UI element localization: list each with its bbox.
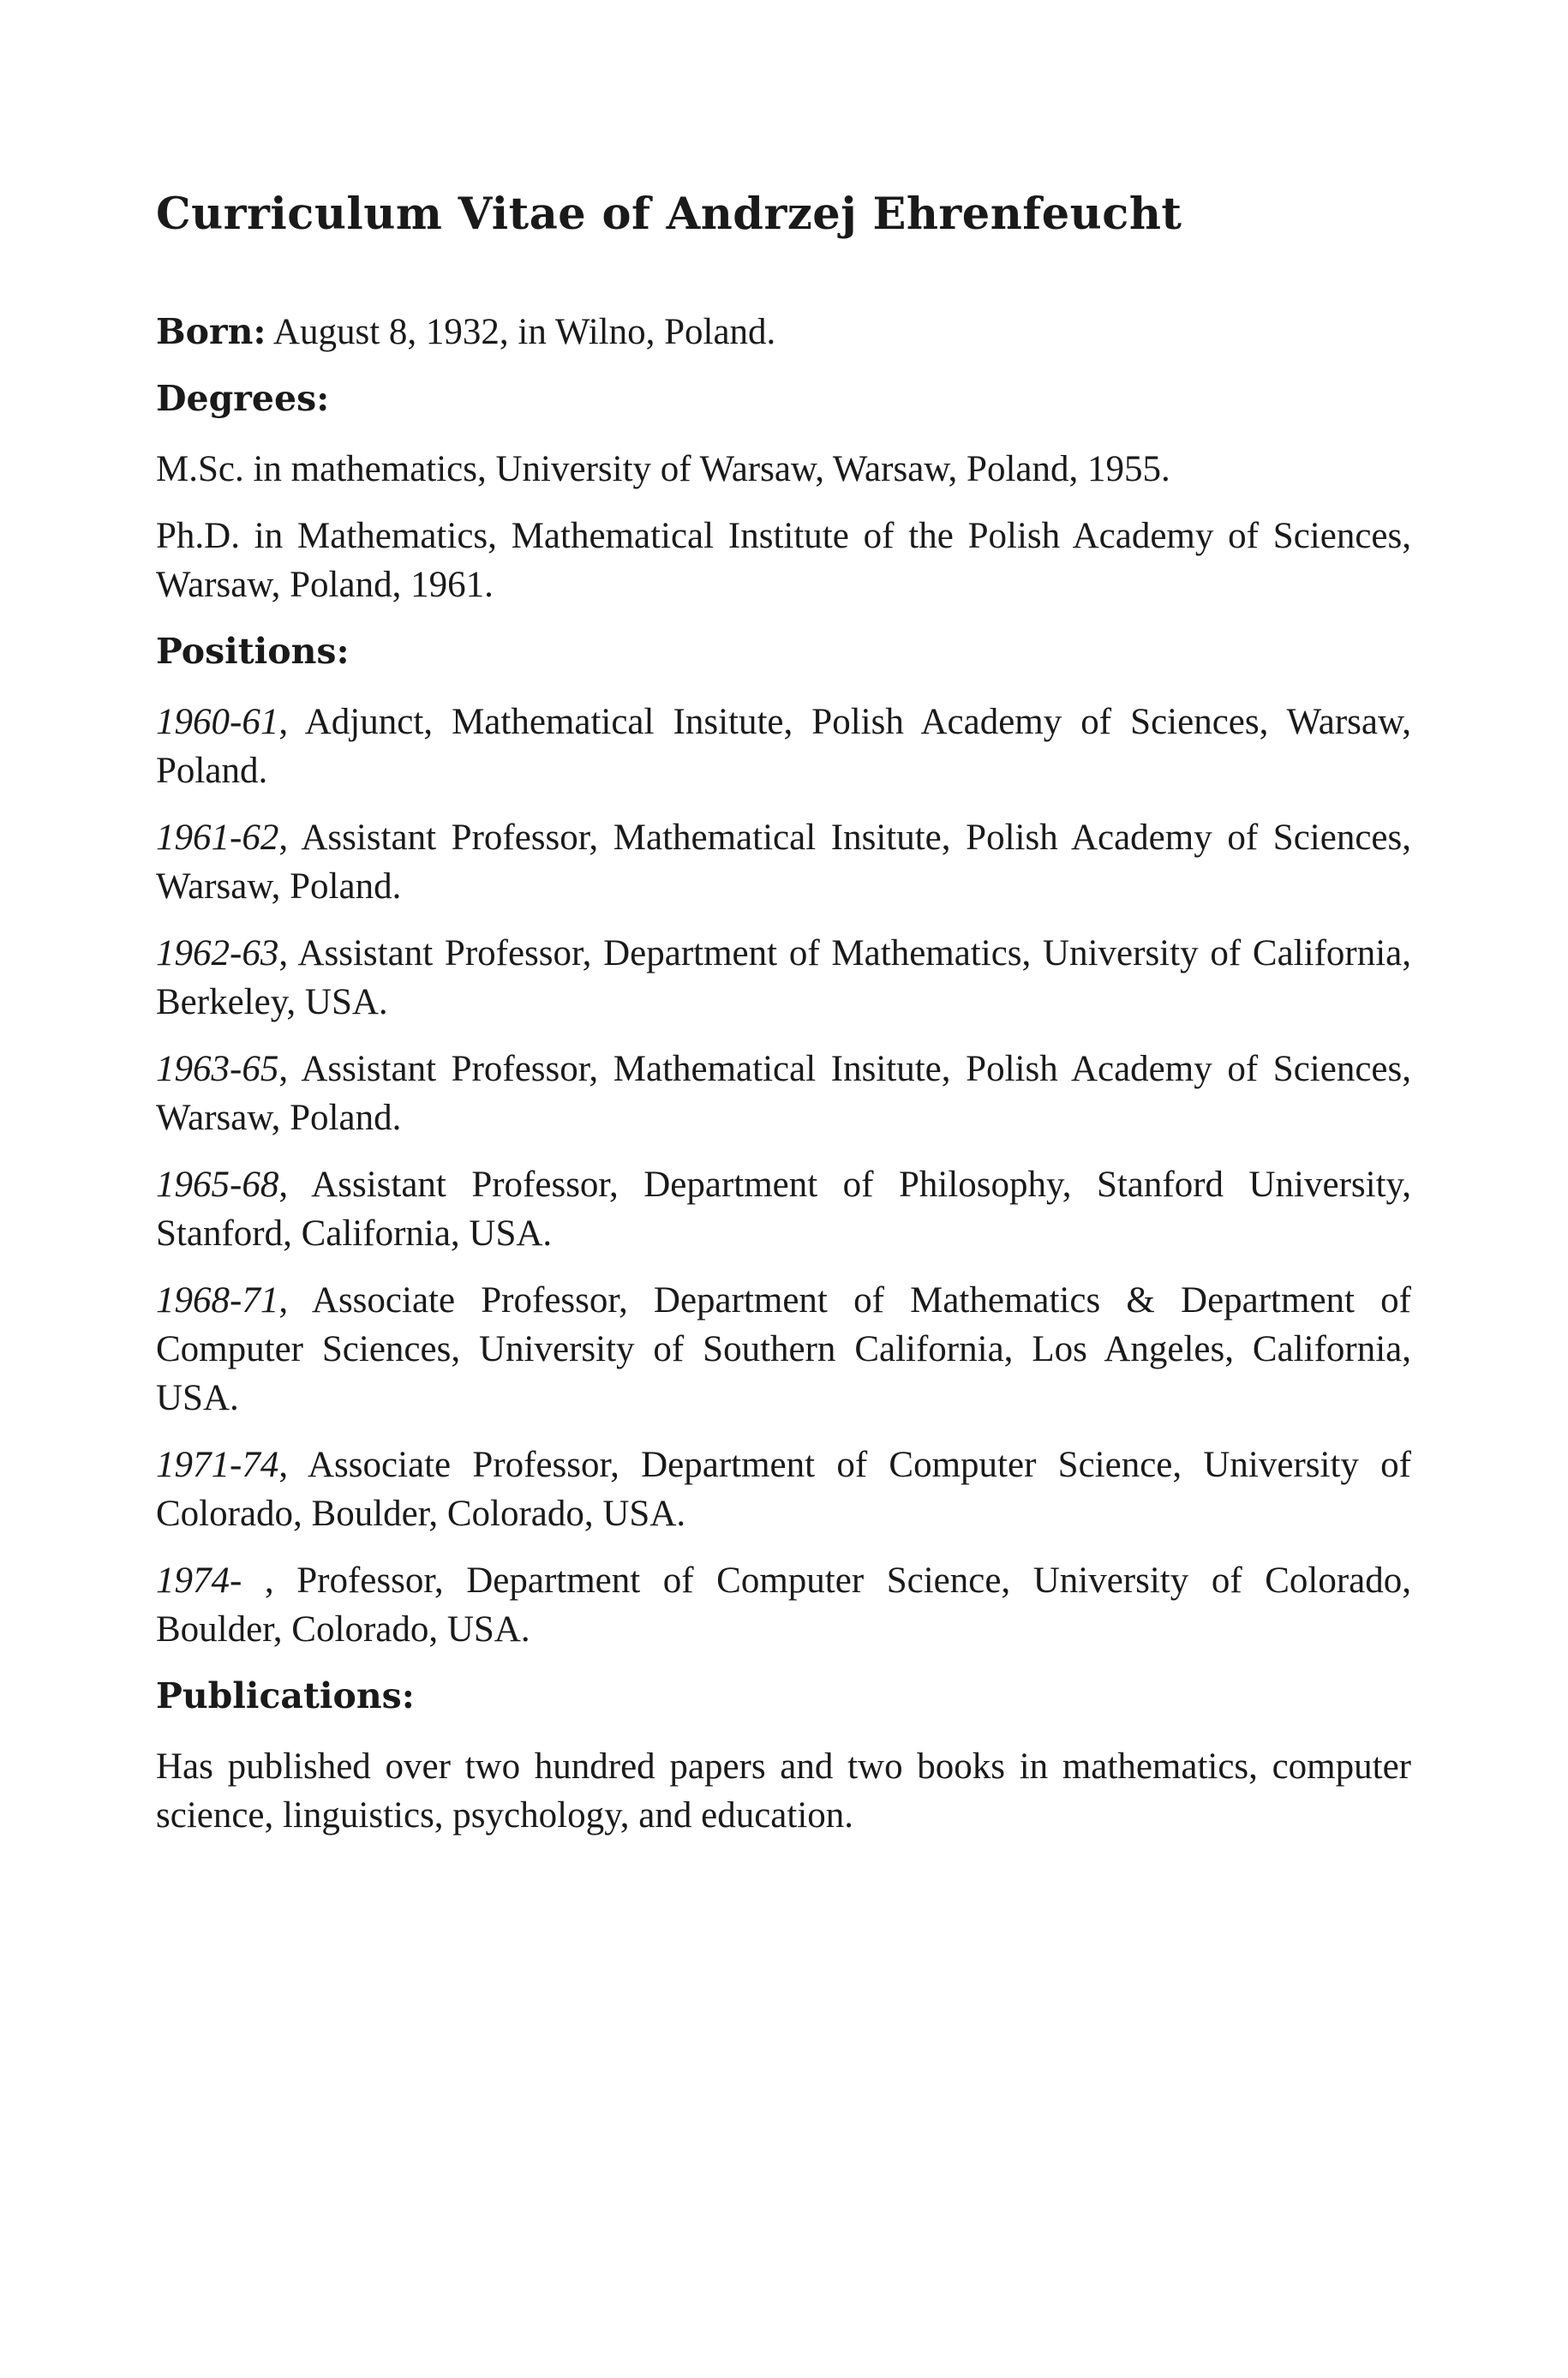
position-years: 1968-71: [156, 1280, 279, 1321]
position-years: 1960-61: [156, 702, 279, 743]
position-item: [156, 1441, 1411, 1538]
position-years: 1963-65: [156, 1049, 279, 1090]
position-item: [156, 813, 1411, 911]
degree-item: Ph.D. in Mathematics, Mathematical Institute of the Polish Academy of Sciences, Warsaw, Poland, 1961.: [156, 516, 1411, 606]
position-years: 1965-68: [156, 1165, 279, 1206]
page-title: Curriculum Vitae of Andrzej Ehrenfeucht: [156, 189, 1182, 240]
publications-text: Has published over two hundred papers and two books in mathematics, computer science, linguistics, psychology, and education.: [156, 1746, 1411, 1836]
position-text: , Assistant Professor, Department of Philosophy, Stanford University, Stanford, California, USA.: [156, 1165, 1411, 1255]
position-text: , Associate Professor, Department of Computer Science, University of Colorado, Boulder, Colorado, USA.: [156, 1445, 1411, 1535]
publications-heading: Publications:: [156, 1675, 415, 1717]
position-text: , Assistant Professor, Department of Mathematics, University of California, Berkeley, USA.: [156, 933, 1411, 1023]
degrees-heading: Degrees:: [156, 378, 330, 420]
degree-item: M.Sc. in mathematics, University of Warsaw, Warsaw, Poland, 1955.: [156, 449, 1170, 490]
position-text: , Assistant Professor, Mathematical Insitute, Polish Academy of Sciences, Warsaw, Poland.: [156, 1049, 1411, 1139]
position-text: , Adjunct, Mathematical Insitute, Polish Academy of Sciences, Warsaw, Poland.: [156, 702, 1411, 792]
born-value: August 8, 1932, in Wilno, Poland.: [266, 312, 776, 353]
position-item: [156, 698, 1411, 795]
position-text: , Professor, Department of Computer Science, University of Colorado, Boulder, Colorado, USA.: [156, 1560, 1411, 1650]
born-line: [156, 308, 1411, 356]
position-item: [156, 1045, 1411, 1142]
position-text: , Associate Professor, Department of Mathematics & Department of Computer Sciences, University of Southern California, Los Angeles, California, USA.: [156, 1280, 1411, 1419]
positions-heading: Positions:: [156, 631, 350, 673]
position-years: 1962-63: [156, 933, 279, 974]
cv-page: [156, 189, 1411, 1858]
position-years: 1961-62: [156, 818, 279, 859]
position-years: 1974-: [156, 1560, 242, 1602]
position-years: 1971-74: [156, 1445, 279, 1486]
position-item: [156, 1556, 1411, 1654]
position-item: [156, 929, 1411, 1027]
position-item: [156, 1276, 1411, 1423]
born-label: Born:: [156, 311, 266, 353]
position-item: [156, 1160, 1411, 1258]
position-text: , Assistant Professor, Mathematical Insitute, Polish Academy of Sciences, Warsaw, Poland.: [156, 818, 1411, 907]
